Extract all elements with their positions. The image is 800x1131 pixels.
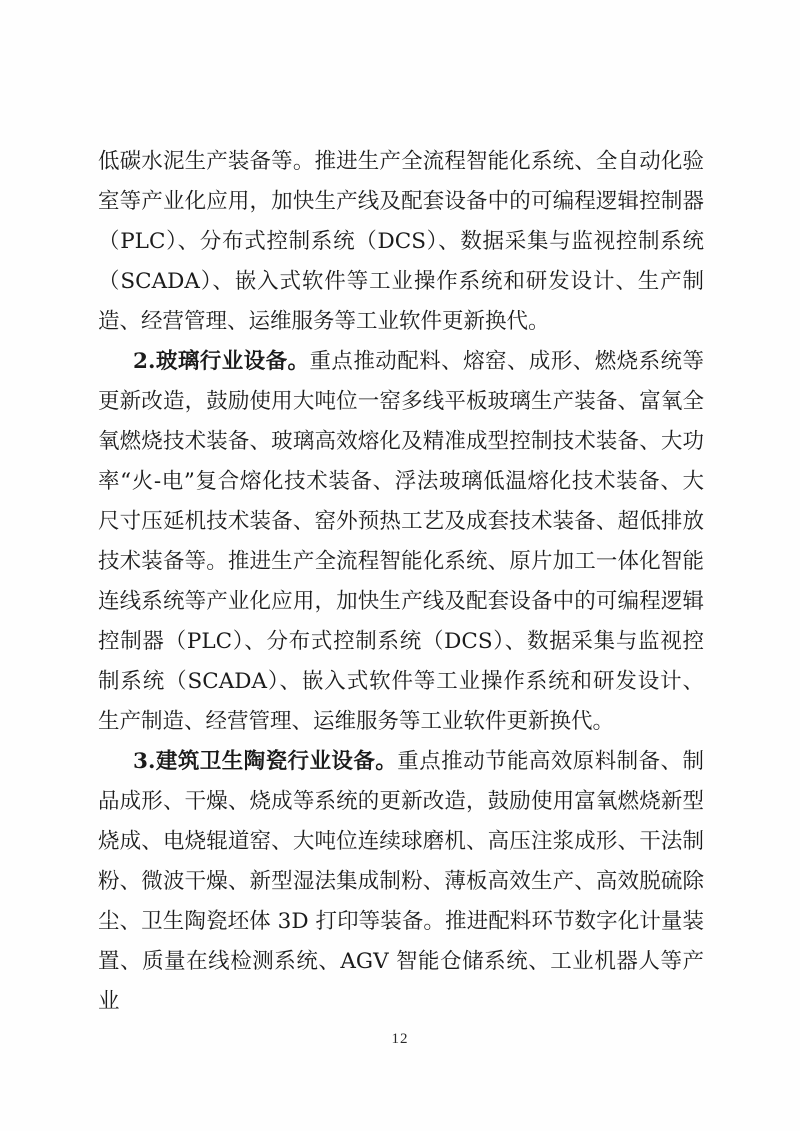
paragraph-cement-continuation [98, 142, 704, 342]
paragraph-glass-industry-equipment [98, 342, 704, 742]
paragraph-body: 重点推动节能高效原料制备、制品成形、干燥、烧成等系统的更新改造，鼓励使用富氧燃烧新型烧成、电烧辊道窑、大吨位连续球磨机、高压注浆成形、干法制粉、微波干燥、新型湿法集成制粉、薄板高效生产、高效脱硫除尘、卫生陶瓷坯体 3D 打印等装备。推进配料环节数字化计量装置、质量在线检测系统、AGV 智能仓储系统、工业机器人等产业 [98, 749, 704, 1014]
paragraph-body: 重点推动配料、熔窑、成形、燃烧系统等更新改造，鼓励使用大吨位一窑多线平板玻璃生产装备、富氧全氧燃烧技术装备、玻璃高效熔化及精准成型控制技术装备、大功率“火-电”复合熔化技术装备、浮法玻璃低温熔化技术装备、大尺寸压延机技术装备、窑外预热工艺及成套技术装备、超低排放技术装备等。推进生产全流程智能化系统、原片加工一体化智能连线系统等产业化应用，加快生产线及配套设备中的可编程逻辑控制器（PLC）、分布式控制系统（DCS）、数据采集与监视控制系统（SCADA）、嵌入式软件等工业操作系统和研发设计、生产制造、经营管理、运维服务等工业软件更新换代。 [98, 349, 704, 734]
paragraph-heading: 2.玻璃行业设备。 [133, 349, 310, 374]
body-text [98, 142, 704, 1022]
paragraph-heading: 3.建筑卫生陶瓷行业设备。 [133, 749, 398, 774]
paragraph-body: 低碳水泥生产装备等。推进生产全流程智能化系统、全自动化验室等产业化应用，加快生产线及配套设备中的可编程逻辑控制器（PLC）、分布式控制系统（DCS）、数据采集与监视控制系统（SCADA）、嵌入式软件等工业操作系统和研发设计、生产制造、经营管理、运维服务等工业软件更新换代。 [98, 149, 704, 334]
page-number: 12 [391, 1031, 409, 1047]
paragraph-ceramics-industry-equipment [98, 742, 704, 1022]
